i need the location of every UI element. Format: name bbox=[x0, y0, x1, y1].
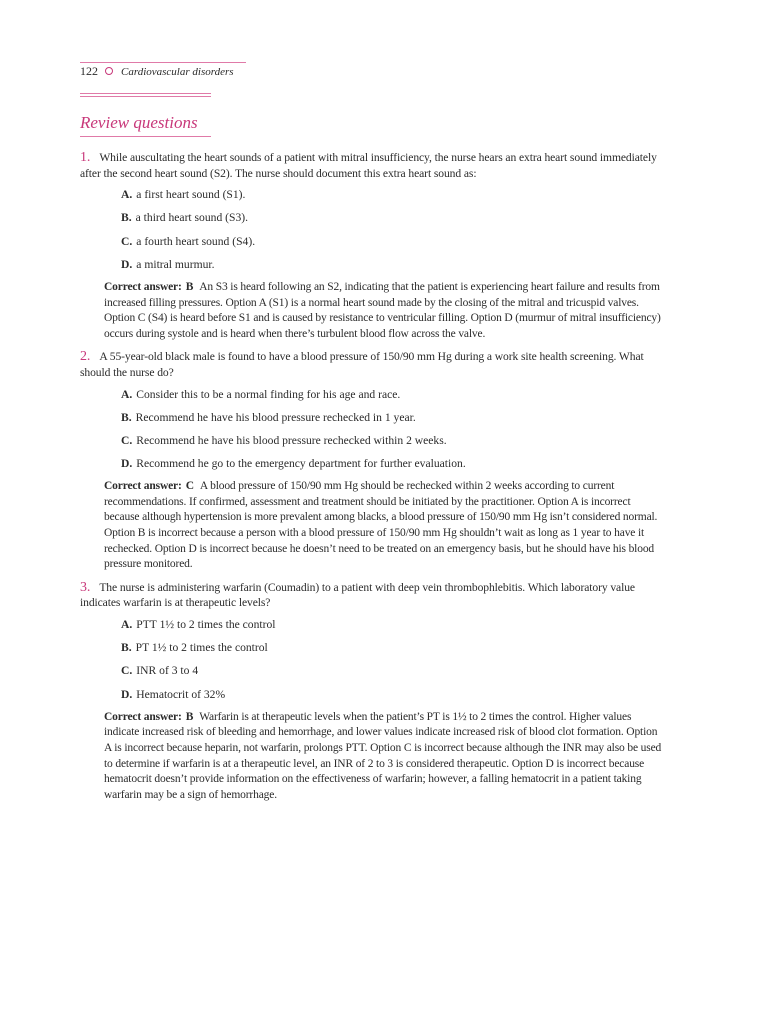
option-letter: C. bbox=[121, 234, 133, 248]
option-letter: A. bbox=[121, 618, 133, 631]
answer-letter: B bbox=[185, 280, 194, 293]
answer-explanation bbox=[104, 479, 662, 573]
option-item bbox=[121, 640, 662, 655]
question-text: A 55-year-old black male is found to have a blood pressure of 150/90 mm Hg during a work site health screening. What should the nurse do? bbox=[80, 350, 644, 379]
option-item bbox=[121, 187, 662, 202]
question-stem bbox=[80, 150, 662, 181]
option-item bbox=[121, 410, 662, 425]
explanation-text: A blood pressure of 150/90 mm Hg should be rechecked within 2 weeks according to current recommendations. If confirmed, assessment and treatment should be initiated by the practitioner. Option A is incorrect because although hypertension is more prevalent among blacks, a blood pressure of 150/90 mm Hg isn’t considered normal. Option B is incorrect because a person with a blood pressure of 150/90 mm Hg shouldn’t wait as long as 1 year to have it rechecked. Option D is incorrect because he doesn’t need to be treated on an emergency basis, but he should have his blood pressure monitored. bbox=[104, 480, 658, 571]
page-number: 122 bbox=[80, 64, 98, 78]
question-text: The nurse is administering warfarin (Coumadin) to a patient with deep vein thrombophlebitis. Which laboratory value indicates warfarin is at therapeutic levels? bbox=[80, 580, 635, 610]
option-letter: A. bbox=[121, 188, 133, 202]
answer-label: Correct answer: bbox=[104, 280, 182, 293]
option-item bbox=[121, 387, 662, 402]
question-item bbox=[80, 580, 662, 804]
question-stem bbox=[80, 349, 662, 380]
option-text: a third heart sound (S3). bbox=[135, 211, 249, 225]
option-letter: C. bbox=[121, 433, 133, 447]
options-list bbox=[121, 387, 662, 472]
option-text: a fourth heart sound (S4). bbox=[136, 234, 256, 248]
option-text: Recommend he have his blood pressure rechecked within 2 weeks. bbox=[136, 433, 447, 447]
questions-list bbox=[80, 150, 662, 810]
explanation-text: An S3 is heard following an S2, indicating that the patient is experiencing heart failure and results from increased filling pressures. Option A (S1) is a normal heart sound made by the closing of the mitral and tricuspid valves. Option C (S4) is heard before S1 and is caused by resistance to ventricular filling. Option D (murmur of mitral insufficiency) occurs during systole and is heard when there’s turbulent blood flow across the valve. bbox=[104, 280, 661, 340]
question-text: While auscultating the heart sounds of a patient with mitral insufficiency, the nurse hears an extra heart sound immediately after the second heart sound (S2). The nurse should document this extra heart sound as: bbox=[80, 151, 657, 180]
option-text: Consider this to be a normal finding for his age and race. bbox=[136, 387, 401, 401]
option-item bbox=[121, 234, 662, 249]
option-letter: A. bbox=[121, 387, 133, 401]
section-name: Cardiovascular disorders bbox=[121, 66, 234, 78]
option-letter: B. bbox=[121, 410, 132, 424]
answer-label: Correct answer: bbox=[104, 710, 182, 723]
option-item bbox=[121, 663, 662, 678]
options-list bbox=[121, 617, 662, 702]
option-letter: D. bbox=[121, 457, 133, 471]
option-item bbox=[121, 687, 662, 702]
question-number: 2. bbox=[80, 349, 91, 365]
option-item bbox=[121, 433, 662, 448]
option-text: Recommend he have his blood pressure rechecked in 1 year. bbox=[135, 410, 416, 424]
answer-letter: B bbox=[185, 710, 194, 723]
option-text: INR of 3 to 4 bbox=[136, 664, 199, 678]
question-item bbox=[80, 349, 662, 573]
answer-explanation bbox=[104, 710, 662, 804]
question-stem bbox=[80, 580, 662, 611]
option-text: PT 1½ to 2 times the control bbox=[135, 641, 268, 655]
running-header bbox=[80, 62, 246, 80]
option-text: Hematocrit of 32% bbox=[136, 687, 226, 701]
question-number: 3. bbox=[80, 579, 91, 595]
answer-label: Correct answer: bbox=[104, 480, 182, 493]
option-letter: B. bbox=[121, 641, 132, 655]
explanation-text: Warfarin is at therapeutic levels when the patient’s PT is 1½ to 2 times the control. Higher values indicate increased risk of bleeding and hemorrhage, and lower values indicate increased risk of blood clot formation. Option A is incorrect because heparin, not warfarin, prolongs PTT. Option C is incorrect because although the INR may also be used to determine if warfarin is at a therapeutic level, an INR of 2 to 3 is considered therapeutic. Option D is incorrect because hematocrit doesn’t provide information on the effectiveness of warfarin; however, a falling hematocrit in a patient taking warfarin may be a sign of hemorrhage. bbox=[104, 710, 662, 801]
option-letter: D. bbox=[121, 257, 133, 271]
divider-rule bbox=[80, 96, 211, 97]
question-item bbox=[80, 150, 662, 342]
option-text: a mitral murmur. bbox=[136, 257, 215, 271]
option-text: Recommend he go to the emergency department for further evaluation. bbox=[136, 457, 466, 471]
option-text: a first heart sound (S1). bbox=[136, 188, 246, 202]
option-letter: C. bbox=[121, 664, 133, 678]
circle-ornament-icon bbox=[105, 67, 113, 75]
option-item bbox=[121, 617, 662, 632]
answer-letter: C bbox=[185, 480, 194, 493]
option-item bbox=[121, 210, 662, 225]
option-letter: B. bbox=[121, 211, 132, 225]
section-heading: Review questions bbox=[80, 112, 211, 137]
option-item bbox=[121, 456, 662, 471]
option-text: PTT 1½ to 2 times the control bbox=[136, 618, 276, 631]
options-list bbox=[121, 187, 662, 272]
answer-explanation bbox=[104, 280, 662, 342]
option-letter: D. bbox=[121, 687, 133, 701]
option-item bbox=[121, 257, 662, 272]
question-number: 1. bbox=[80, 150, 91, 165]
divider-rule bbox=[80, 93, 211, 94]
